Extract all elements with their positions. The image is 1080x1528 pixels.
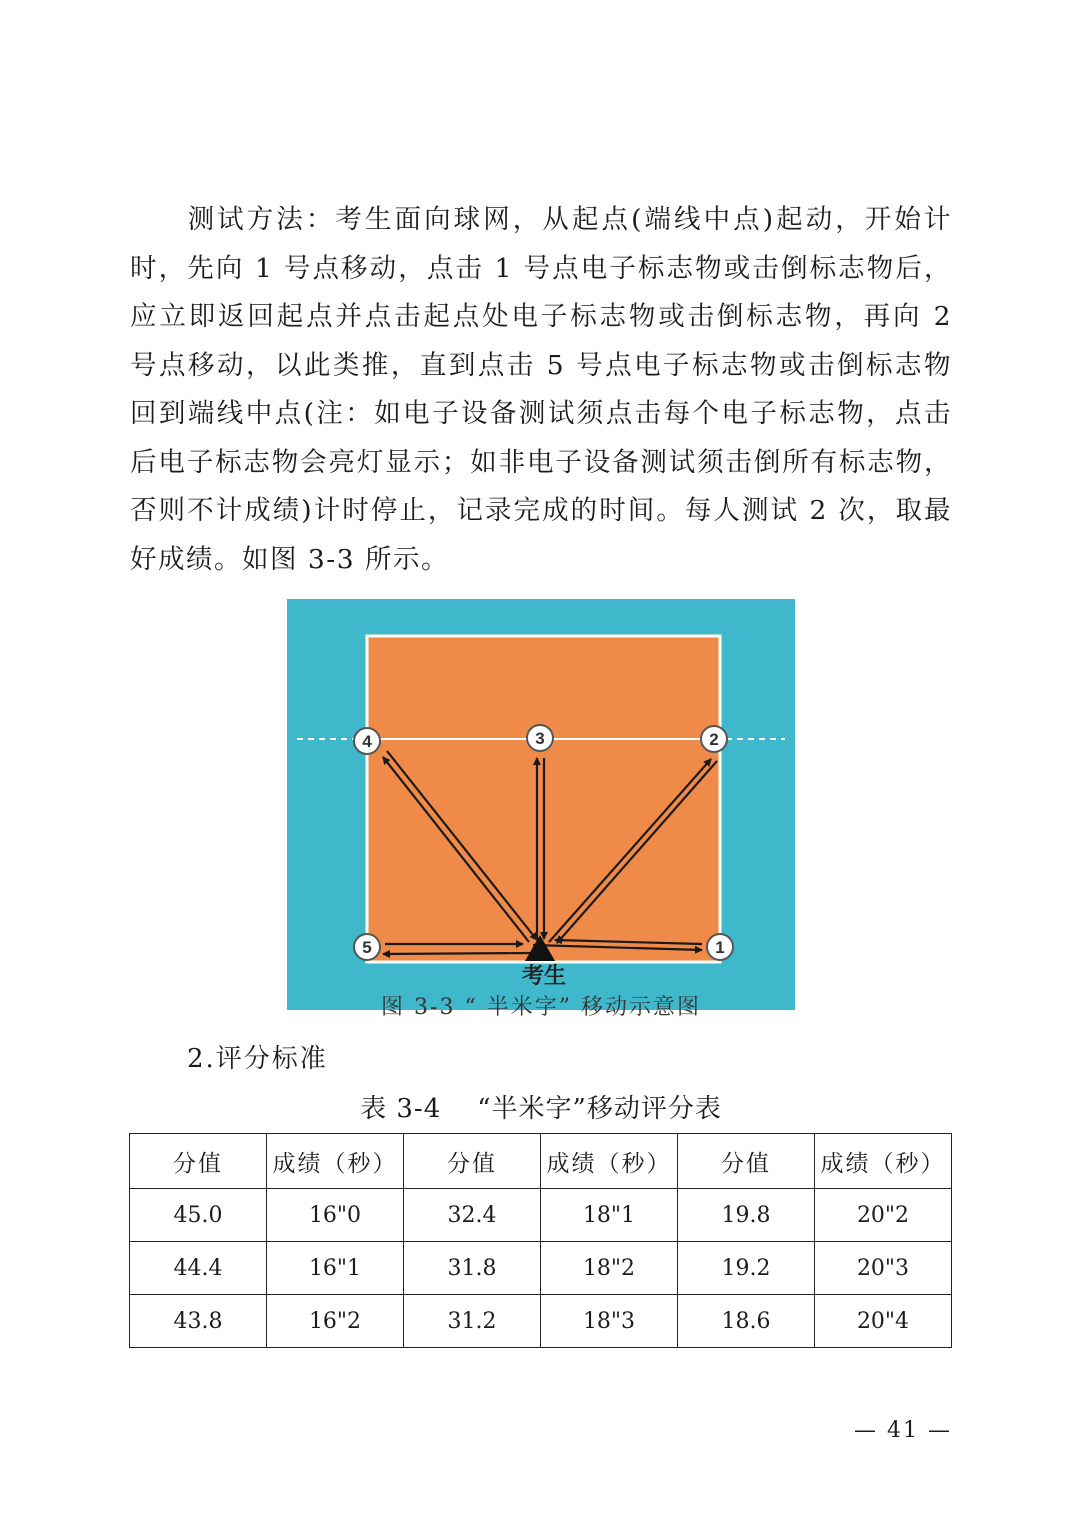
table-cell: 18"2	[541, 1242, 678, 1295]
arrow-to-point-5	[383, 953, 533, 954]
table-cell: 16"1	[267, 1242, 404, 1295]
marker-point-3	[527, 725, 553, 751]
table-cell: 20"4	[815, 1295, 952, 1348]
table-cell: 20"2	[815, 1189, 952, 1242]
point-1-label: 1	[715, 938, 725, 957]
table-cell: 44.4	[130, 1242, 267, 1295]
header-time: 成绩（秒）	[541, 1134, 678, 1189]
table-cell: 18"1	[541, 1189, 678, 1242]
table-cell: 32.4	[404, 1189, 541, 1242]
header-score: 分值	[130, 1134, 267, 1189]
header-time: 成绩（秒）	[267, 1134, 404, 1189]
figure-caption: 图 3-3 “ 半米字” 移动示意图	[381, 995, 701, 1020]
table-cell: 18"3	[541, 1295, 678, 1348]
paragraph-text: 测试方法：考生面向球网，从起点(端线中点)起动，开始计时，先向 1 号点移动，点击 1 号点电子标志物或击倒标志物后，应立即返回起点并点击起点处电子标志物或击倒标志物，再向 2 号点移动，以此类推，直到点击 5 号点电子标志物或击倒标志物回到端线中点(注：如电子设备测试须点击每个电子标志物，点击后电子标志物会亮灯显示；如非电子设备测试须击倒所有标志物，否则不计成绩)计时停止，记录完成的时间。每人测试 2 次，取最好成绩。如图 3-3 所示。	[130, 204, 952, 575]
start-label: 考生	[521, 963, 567, 988]
table-cell: 43.8	[130, 1295, 267, 1348]
point-3-label: 3	[535, 729, 545, 748]
marker-point-5	[354, 934, 380, 960]
test-method-paragraph	[130, 196, 952, 584]
table-cell: 45.0	[130, 1189, 267, 1242]
section-heading: 2.评分标准	[187, 1044, 328, 1074]
marker-point-4	[354, 728, 380, 754]
table-row	[130, 1295, 952, 1348]
table-row	[130, 1189, 952, 1242]
table-title-text: “半米字”移动评分表	[477, 1094, 722, 1124]
scoring-table	[129, 1133, 952, 1348]
point-4-label: 4	[362, 732, 372, 751]
table-cell: 16"0	[267, 1189, 404, 1242]
table-cell: 31.8	[404, 1242, 541, 1295]
table-header-row	[130, 1134, 952, 1189]
table-number: 表 3-4	[360, 1094, 442, 1124]
point-5-label: 5	[362, 938, 372, 957]
diagram-svg	[287, 599, 795, 1010]
table-cell: 20"3	[815, 1242, 952, 1295]
point-2-label: 2	[709, 730, 719, 749]
marker-point-2	[701, 726, 727, 752]
header-score: 分值	[404, 1134, 541, 1189]
header-score: 分值	[678, 1134, 815, 1189]
header-time: 成绩（秒）	[815, 1134, 952, 1189]
page-number: — 41 —	[854, 1418, 952, 1443]
marker-point-1	[707, 934, 733, 960]
table-cell: 16"2	[267, 1295, 404, 1348]
table-title	[130, 1088, 952, 1125]
table-cell: 19.8	[678, 1189, 815, 1242]
table-cell: 19.2	[678, 1242, 815, 1295]
table-cell: 18.6	[678, 1295, 815, 1348]
table-cell: 31.2	[404, 1295, 541, 1348]
table-row	[130, 1242, 952, 1295]
half-star-movement-diagram	[287, 599, 795, 1010]
